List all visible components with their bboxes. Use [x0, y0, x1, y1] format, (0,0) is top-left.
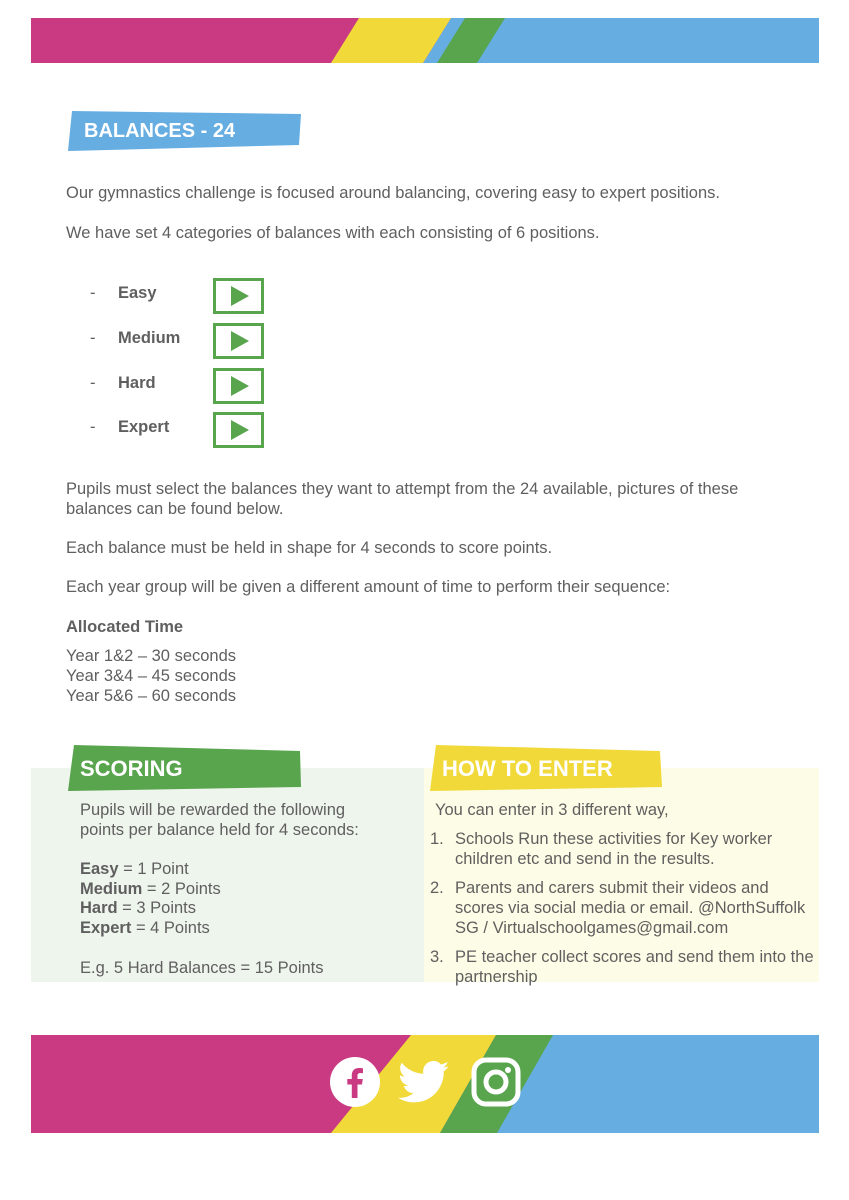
scoring-value: = 2 Points — [142, 880, 221, 898]
intro-text-1: Our gymnastics challenge is focused around balancing, covering easy to expert positions. — [66, 184, 720, 202]
list-number: 1. — [430, 830, 444, 848]
time-text: Each year group will be given a different amount of time to perform their sequence: — [66, 578, 671, 596]
play-icon — [231, 331, 249, 351]
balances-heading: BALANCES - 24 — [68, 111, 301, 151]
play-icon — [231, 286, 249, 306]
how-to-enter-heading: HOW TO ENTER — [430, 745, 662, 791]
level-row-hard — [90, 368, 290, 404]
list-text: Schools Run these activities for Key worker children etc and send in the results. — [455, 830, 773, 868]
twitter-icon[interactable] — [396, 1056, 452, 1108]
level-row-expert — [90, 412, 290, 448]
select-text: Pupils must select the balances they want to attempt from the 24 available, pictures of these balances can be found below. — [66, 480, 739, 518]
list-number: 2. — [430, 879, 444, 897]
scoring-value: = 4 Points — [131, 919, 210, 937]
scoring-example: E.g. 5 Hard Balances = 15 Points — [80, 959, 324, 977]
level-row-medium — [90, 323, 290, 359]
header-band — [31, 18, 819, 63]
level-row-easy — [90, 278, 290, 314]
hold-text: Each balance must be held in shape for 4 seconds to score points. — [66, 539, 553, 557]
scoring-heading: SCORING — [68, 745, 302, 791]
time-year-1-2: Year 1&2 – 30 seconds — [66, 647, 237, 665]
bullet-dash: - — [90, 418, 96, 436]
facebook-icon[interactable] — [329, 1056, 381, 1108]
scoring-easy — [80, 859, 189, 879]
list-number: 3. — [430, 948, 444, 966]
bullet-dash: - — [90, 284, 96, 302]
scoring-hard — [80, 898, 196, 918]
list-text: PE teacher collect scores and send them into the partnership — [455, 948, 814, 986]
play-easy-button[interactable] — [213, 278, 264, 314]
bullet-dash: - — [90, 329, 96, 347]
list-text: Parents and carers submit their videos and scores via social media or email. @NorthSuffolk SG / Virtualschoolgames@gmail.com — [455, 879, 806, 937]
play-icon — [231, 376, 249, 396]
play-hard-button[interactable] — [213, 368, 264, 404]
level-label-easy: Easy — [118, 284, 157, 302]
time-year-3-4: Year 3&4 – 45 seconds — [66, 667, 237, 685]
bullet-dash: - — [90, 374, 96, 392]
instagram-icon[interactable] — [470, 1056, 522, 1108]
how-to-enter-intro: You can enter in 3 different way, — [435, 801, 669, 819]
level-label-medium: Medium — [118, 329, 181, 347]
scoring-medium — [80, 879, 221, 899]
scoring-value: = 1 Point — [118, 860, 189, 878]
allocated-time-title: Allocated Time — [66, 618, 184, 636]
level-label-hard: Hard — [118, 374, 156, 392]
time-year-5-6: Year 5&6 – 60 seconds — [66, 687, 237, 705]
scoring-level: Hard — [80, 899, 118, 917]
scoring-level: Easy — [80, 860, 119, 878]
level-label-expert: Expert — [118, 418, 170, 436]
scoring-level: Medium — [80, 880, 143, 898]
play-expert-button[interactable] — [213, 412, 264, 448]
intro-text-2: We have set 4 categories of balances with each consisting of 6 positions. — [66, 224, 600, 242]
scoring-intro: Pupils will be rewarded the following points per balance held for 4 seconds: — [80, 801, 359, 839]
play-medium-button[interactable] — [213, 323, 264, 359]
scoring-level: Expert — [80, 919, 132, 937]
play-icon — [231, 420, 249, 440]
scoring-expert — [80, 918, 210, 938]
scoring-value: = 3 Points — [117, 899, 197, 917]
